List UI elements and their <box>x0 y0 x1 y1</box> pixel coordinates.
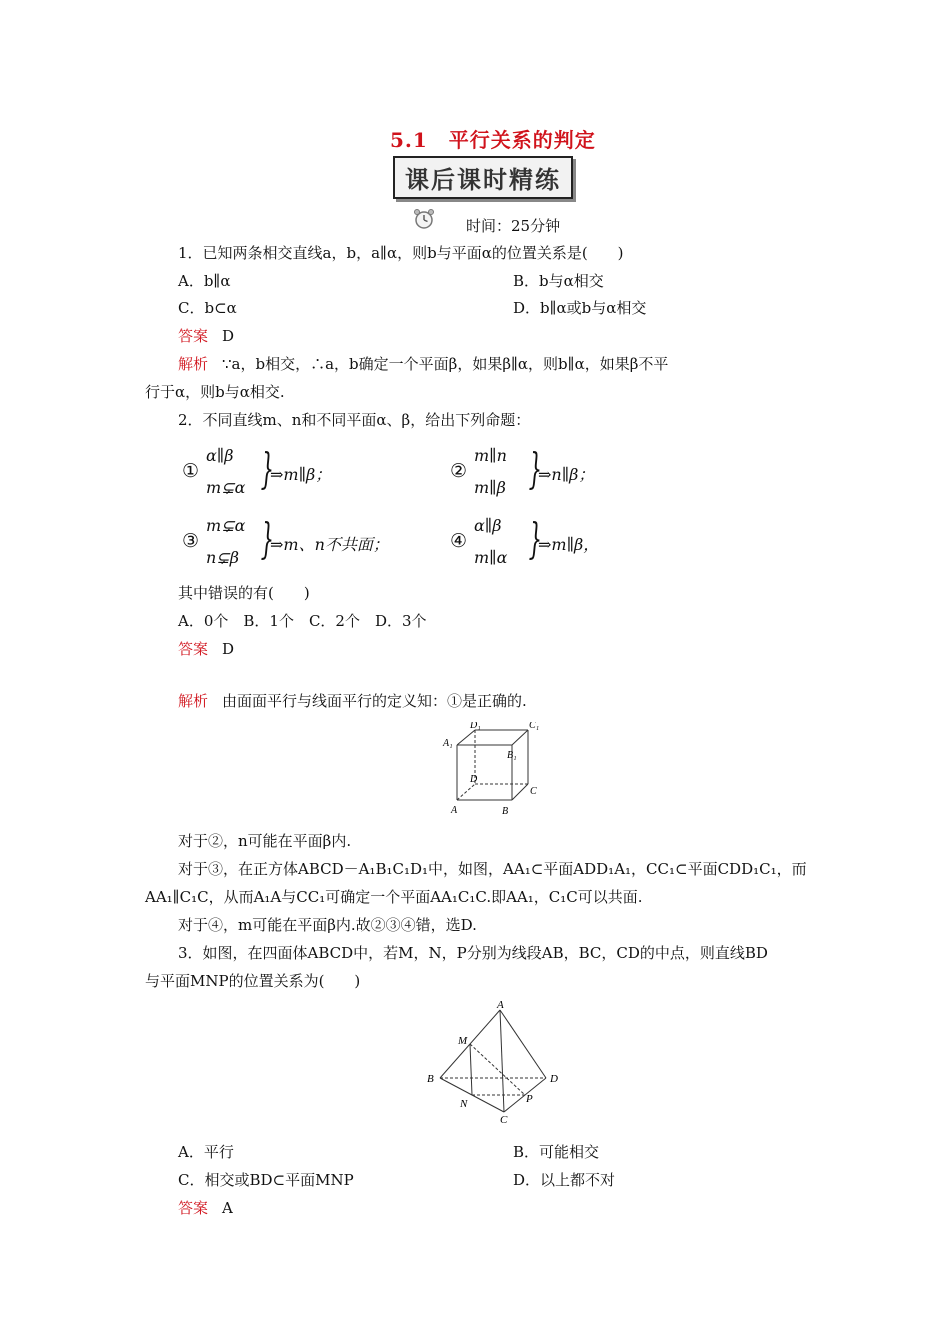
cube-edge <box>512 730 528 745</box>
prop-conclusion: ⇒m、n不共面； <box>270 535 389 554</box>
tetra-label: A <box>497 999 504 1011</box>
analysis-text: ∵a，b相交，∴a，b确定一个平面β，如果β∥α，则b∥α，如果β不平 <box>222 355 669 373</box>
prop-number: ④ <box>450 530 468 552</box>
answer-value: D <box>222 327 235 345</box>
cube-label: C <box>530 786 537 797</box>
q2-analysis <box>178 690 527 711</box>
proposition-3 <box>182 514 422 574</box>
cube-figure <box>440 722 550 820</box>
tetra-label: B <box>427 1073 434 1085</box>
tetra-label: M <box>458 1035 468 1047</box>
prop-conclusion: ⇒n∥β； <box>538 465 595 484</box>
brace: } <box>260 444 275 493</box>
q1-stem: 1．已知两条相交直线a，b，a∥α，则b与平面α的位置关系是( ) <box>178 244 624 262</box>
proposition-4 <box>450 514 650 574</box>
prop-conclusion: ⇒m∥β， <box>538 535 600 554</box>
q1-option-c: C．b⊂α <box>178 299 237 317</box>
q3-answer <box>178 1197 233 1218</box>
q1-option-a: A．b∥α <box>178 272 231 290</box>
prop-premise-top: m⊊α <box>206 516 246 535</box>
answer-value: A <box>222 1199 233 1217</box>
answer-label: 答案 <box>178 327 209 345</box>
alarm-clock-icon <box>412 207 436 235</box>
q2-stem: 2．不同直线m、n和不同平面α、β，给出下列命题： <box>178 411 531 429</box>
brace: } <box>260 514 275 563</box>
q2-after-1: 对于②，n可能在平面β内. <box>178 832 352 850</box>
cube-edge <box>512 784 528 800</box>
q1-analysis-cont: 行于α，则b与α相交. <box>145 383 285 401</box>
answer-value: D <box>222 640 235 658</box>
tetra-edge <box>500 1010 504 1112</box>
tetra-label: C <box>500 1114 508 1126</box>
q3-option-a: A．平行 <box>178 1143 234 1161</box>
tetra-edge <box>500 1010 546 1078</box>
tetra-label: P <box>526 1093 533 1105</box>
tetra-label: N <box>460 1098 468 1110</box>
prop-conclusion: ⇒m∥β； <box>270 465 332 484</box>
analysis-label: 解析 <box>178 692 209 710</box>
q3-option-c: C．相交或BD⊂平面MNP <box>178 1171 354 1189</box>
segment-mn <box>470 1044 472 1095</box>
cube-label: C₁ <box>529 722 540 731</box>
q1-answer <box>178 325 234 346</box>
brace: } <box>528 444 543 493</box>
prop-premise-top: m∥n <box>474 446 507 465</box>
cube-hidden-edge <box>457 784 475 800</box>
answer-label: 答案 <box>178 640 209 658</box>
tetra-label: D <box>550 1073 558 1085</box>
cube-edge <box>457 730 475 745</box>
q2-which: 其中错误的有( ) <box>178 584 310 602</box>
q1-option-d: D．b∥α或b与α相交 <box>513 299 647 317</box>
time-limit: 时间：25分钟 <box>466 217 561 235</box>
analysis-label: 解析 <box>178 355 209 373</box>
prop-number: ① <box>182 460 200 482</box>
section-badge: 课后课时精练 <box>393 156 573 199</box>
q3-option-b: B．可能相交 <box>513 1143 600 1161</box>
q2-after-3: AA₁∥C₁C，从而A₁A与CC₁可确定一个平面AA₁C₁C.即AA₁，C₁C可以共面. <box>145 888 643 906</box>
tetrahedron-figure <box>420 998 570 1126</box>
page-title: 5.1 平行关系的判定 <box>390 128 596 152</box>
q1-option-b: B．b与α相交 <box>513 272 604 290</box>
q3-stem: 3．如图，在四面体ABCD中，若M，N，P分别为线段AB，BC，CD的中点，则直线BD <box>178 944 768 962</box>
cube-label: A <box>451 805 458 816</box>
cube-label: D <box>470 774 478 785</box>
segment-mp <box>470 1044 525 1095</box>
prop-number: ② <box>450 460 468 482</box>
cube-label: B₁ <box>507 750 517 761</box>
q3-stem-cont: 与平面MNP的位置关系为( ) <box>145 972 361 990</box>
analysis-text: 由面面平行与线面平行的定义知：①是正确的. <box>222 692 527 710</box>
q2-after-4: 对于④，m可能在平面β内.故②③④错，选D. <box>178 916 477 934</box>
cube-label: B <box>502 806 509 817</box>
q1-analysis <box>178 353 668 374</box>
prop-premise-top: α∥β <box>206 446 234 465</box>
prop-premise-top: α∥β <box>474 516 502 535</box>
proposition-2 <box>450 444 650 504</box>
prop-premise-bottom: m∥β <box>474 478 506 497</box>
prop-premise-bottom: n⊊β <box>206 548 239 567</box>
prop-premise-bottom: m∥α <box>474 548 508 567</box>
brace: } <box>528 514 543 563</box>
prop-premise-bottom: m⊊α <box>206 478 246 497</box>
q3-option-d: D．以上都不对 <box>513 1171 616 1189</box>
q2-options: A．0个 B．1个 C．2个 D．3个 <box>178 612 427 630</box>
q2-after-2: 对于③，在正方体ABCD－A₁B₁C₁D₁中，如图，AA₁⊂平面ADD₁A₁，CC₁⊂平面CDD₁C₁，而 <box>178 860 807 878</box>
answer-label: 答案 <box>178 1199 209 1217</box>
prop-number: ③ <box>182 530 200 552</box>
cube-label: A₁ <box>443 738 453 749</box>
proposition-1 <box>182 444 382 504</box>
cube-label: D₁ <box>470 722 481 731</box>
q2-answer <box>178 638 234 659</box>
